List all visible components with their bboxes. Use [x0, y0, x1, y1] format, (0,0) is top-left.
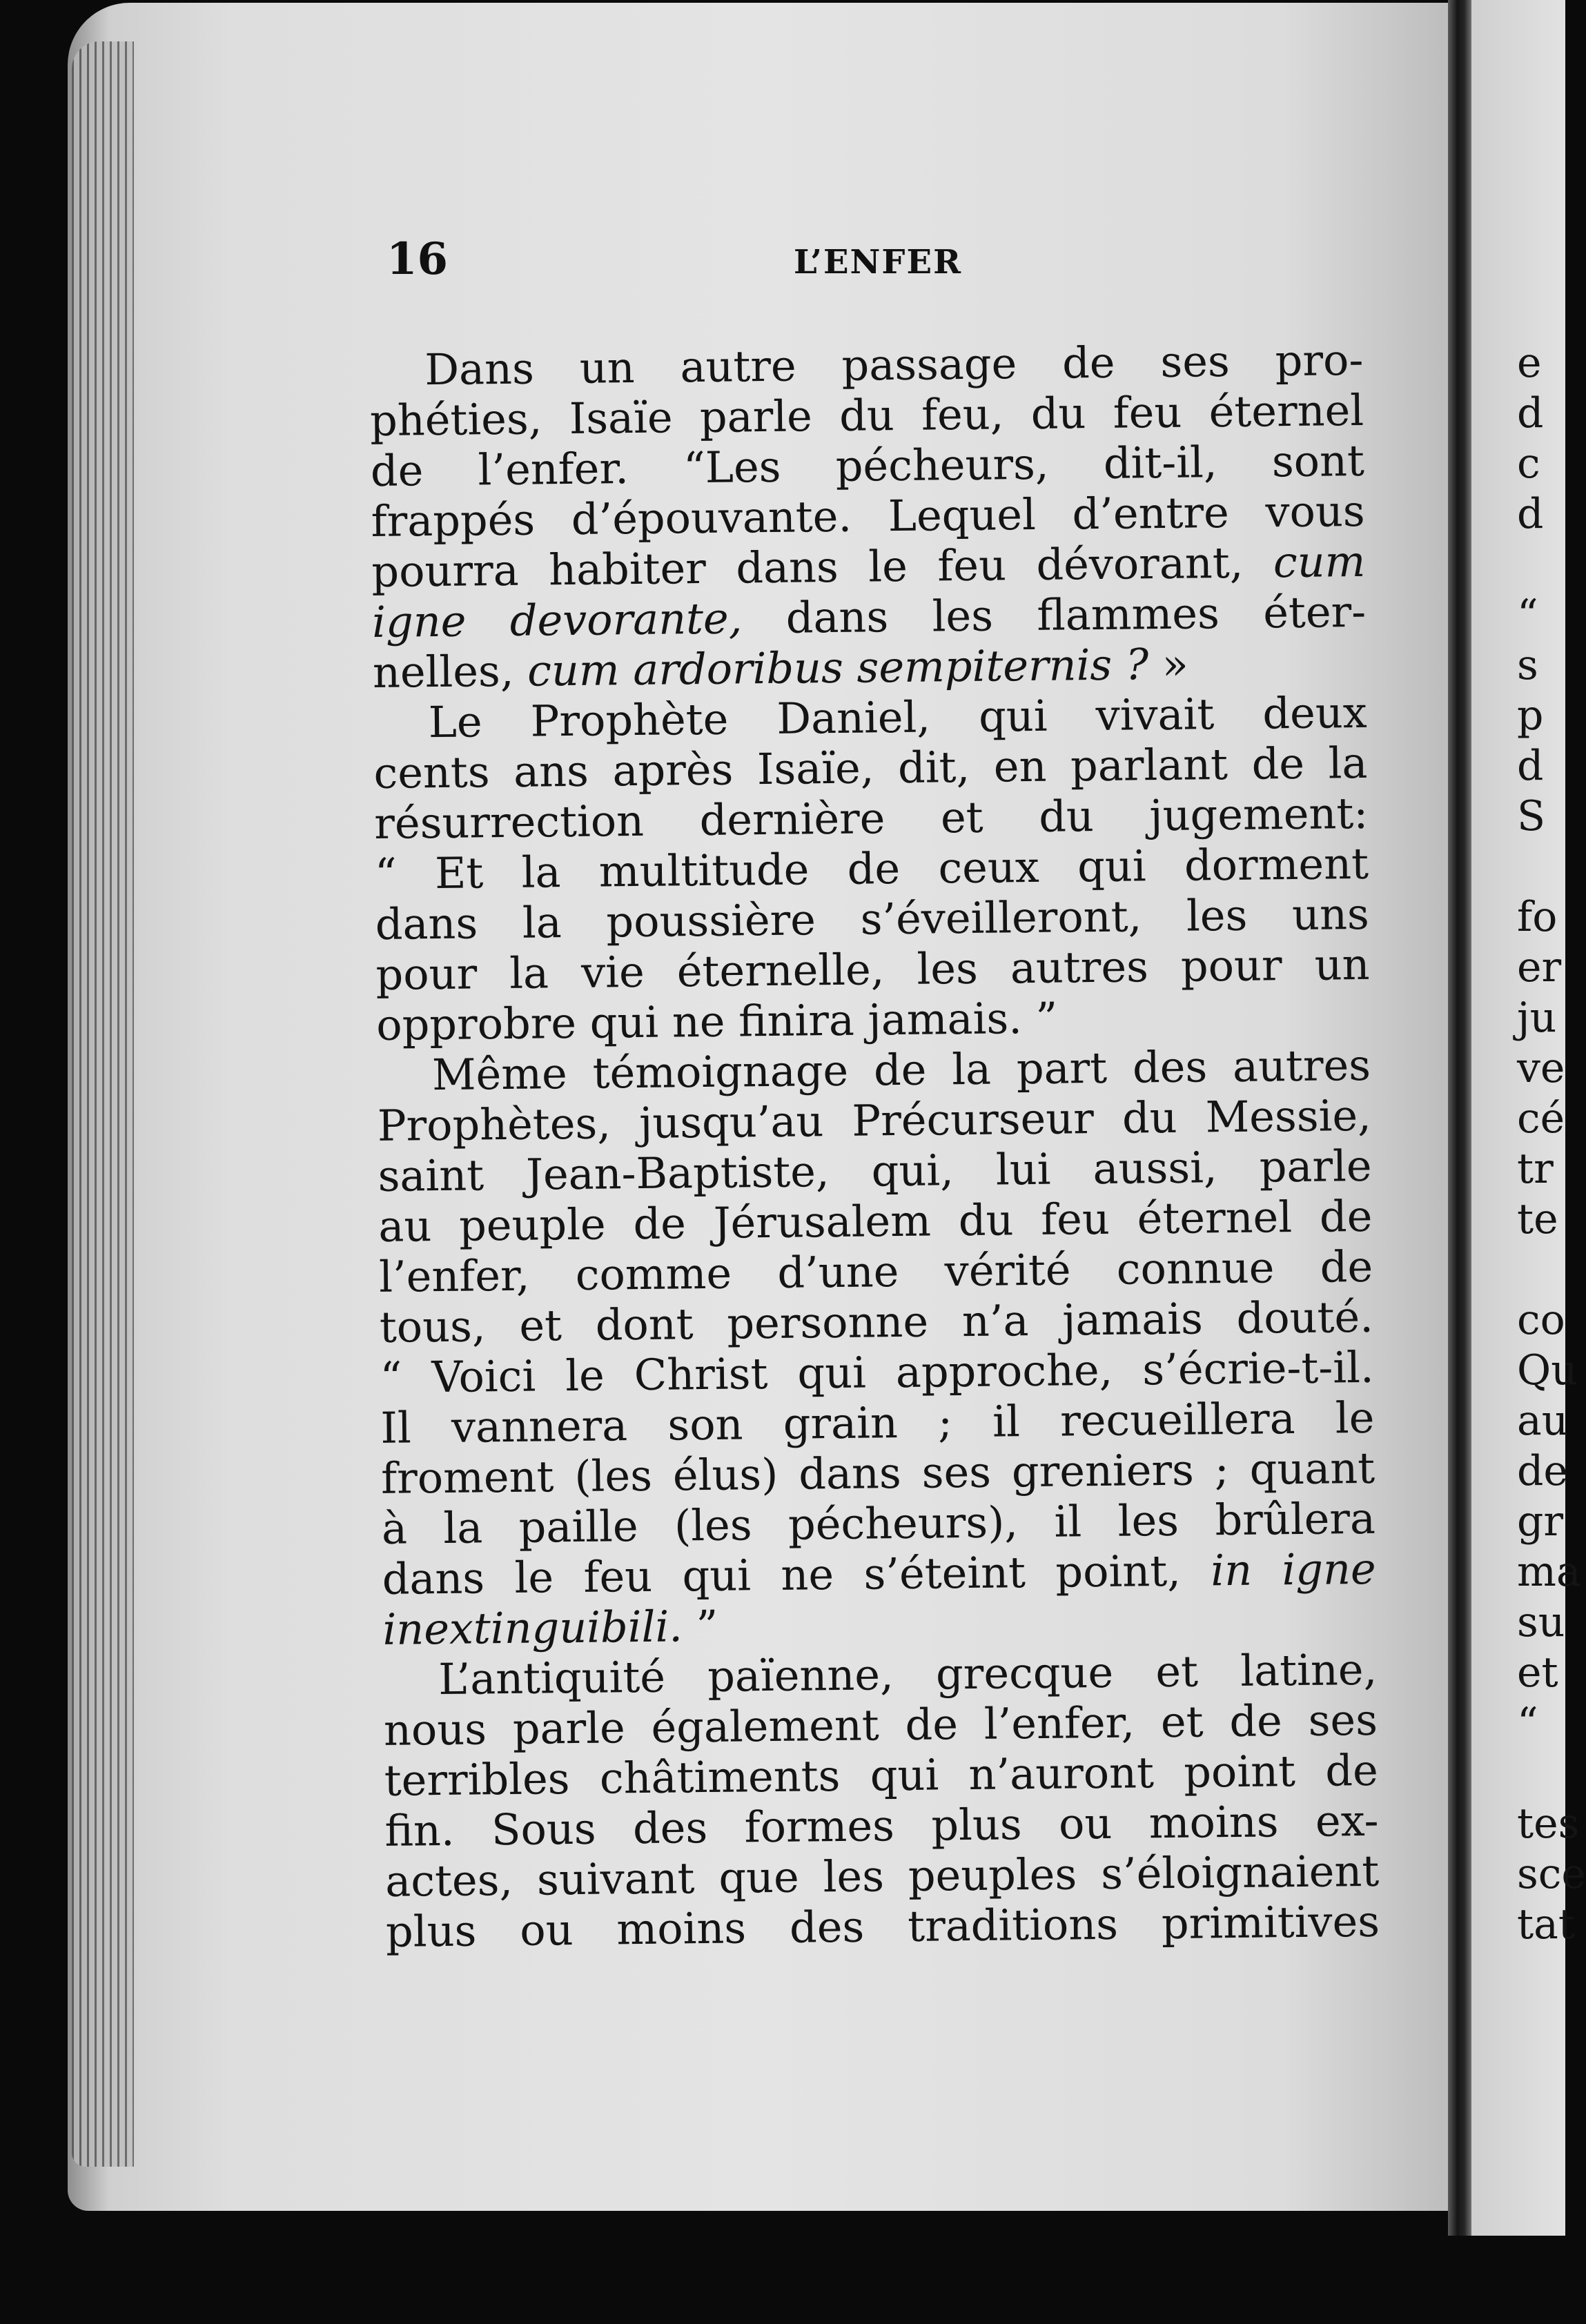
text-segment: pourra habiter dans le feu dévorant,: [371, 537, 1244, 597]
body-text: [369, 335, 1380, 1957]
text-line: L’antiquité païenne, grecque et latine,: [438, 1644, 1378, 1705]
text-line: “ Voici le Christ qui approche, s’écrie-t-il.: [380, 1341, 1374, 1403]
neighbor-fragment: au: [1517, 1397, 1569, 1445]
closing-quote: ”: [696, 1600, 718, 1652]
neighbor-fragment: cé: [1517, 1094, 1565, 1143]
text-line: Il vannera son grain ; il recueillera le: [380, 1392, 1375, 1453]
neighbor-fragment: p: [1517, 691, 1544, 740]
neighbor-fragment: et: [1517, 1648, 1558, 1697]
text-line: l’enfer, comme d’une vérité connue de: [378, 1241, 1373, 1302]
text-line: Le Prophète Daniel, qui vivait deux: [428, 687, 1368, 748]
text-line: phéties, Isaïe parle du feu, du feu éternel: [369, 384, 1364, 446]
neighbor-fragment: su: [1517, 1598, 1565, 1646]
text-line: froment (les élus) dans ses greniers ; quant: [380, 1442, 1375, 1504]
neighbor-fragment: d: [1517, 389, 1544, 437]
neighbor-fragment: sce: [1517, 1850, 1586, 1898]
text-line: opprobre qui ne finira jamais. ”: [375, 992, 1058, 1050]
text-line: cents ans après Isaïe, dit, en parlant de la: [373, 737, 1368, 798]
text-line: dans la poussière s’éveilleront, les uns: [375, 888, 1370, 949]
text-line: Prophètes, jusqu’au Précurseur du Messie,: [377, 1090, 1372, 1151]
neighbor-fragment: er: [1517, 943, 1562, 992]
closing-quote: »: [1162, 638, 1189, 689]
neighbor-fragment: ju: [1517, 994, 1557, 1042]
neighbor-fragment: e: [1517, 339, 1542, 387]
neighbor-fragment: [1517, 540, 1565, 590]
neighbor-fragment: ve: [1517, 1044, 1565, 1092]
neighbor-fragment: co: [1517, 1296, 1565, 1344]
text-line: Même témoignage de la part des autres: [431, 1039, 1371, 1101]
page-number: 16: [386, 233, 449, 285]
text-line: plus ou moins des traditions primitives: [385, 1895, 1380, 1957]
book-gutter: [1448, 0, 1471, 2277]
neighbor-fragment: c: [1517, 440, 1540, 488]
page-header: [386, 233, 1367, 288]
latin-phrase: cum ardoribus sempiternis ?: [527, 639, 1149, 696]
neighbor-fragment: tr: [1517, 1145, 1554, 1193]
neighbor-fragment: “: [1517, 1699, 1538, 1747]
neighbor-fragment: tat: [1517, 1900, 1575, 1949]
text-line: pour la vie éternelle, les autres pour un: [375, 938, 1370, 1000]
latin-phrase: in igne: [1210, 1543, 1377, 1596]
text-segment: dans les flammes éter-: [785, 586, 1367, 643]
text-line: nous parle également de l’enfer, et de ses: [383, 1694, 1378, 1755]
latin-phrase: igne devorante,: [371, 593, 743, 647]
neighbor-fragment: te: [1517, 1195, 1558, 1243]
neighbor-fragment: [1517, 1749, 1565, 1799]
neighbor-fragment: d: [1517, 742, 1544, 790]
neighbor-fragment: tes: [1517, 1800, 1580, 1848]
text-segment: dans le feu qui ne s’éteint point,: [382, 1545, 1182, 1604]
latin-phrase: inextinguibili.: [382, 1601, 683, 1655]
text-line: actes, suivant que les peuples s’éloignaient: [384, 1845, 1380, 1907]
neighbor-fragment: [1517, 842, 1565, 892]
neighbor-fragment: gr: [1517, 1497, 1564, 1546]
neighbor-page-fragments: [1517, 338, 1586, 1950]
text-line: [372, 587, 1367, 647]
neighbor-fragment: S: [1517, 792, 1546, 840]
neighbor-fragment: fo: [1517, 893, 1558, 941]
neighbor-fragment: “: [1517, 591, 1538, 639]
neighbor-fragment: Qu: [1517, 1346, 1578, 1395]
text-line: résurrection dernière et du jugement:: [373, 787, 1369, 849]
text-line: [382, 1544, 1376, 1604]
bottom-shadow: [0, 2236, 1565, 2324]
page-edges: [72, 41, 134, 2167]
latin-phrase: cum: [1273, 535, 1366, 588]
neighbor-fragment: [1517, 1245, 1565, 1295]
text-line: au peuple de Jérusalem du feu éternel de: [378, 1190, 1373, 1252]
text-line: frappés d’épouvante. Lequel d’entre vous: [371, 485, 1365, 546]
neighbor-fragment: ma: [1517, 1548, 1581, 1596]
running-head: L’ENFER: [794, 243, 962, 282]
text-line: à la paille (les pécheurs), il les brûlera: [381, 1493, 1376, 1554]
text-line: Dans un autre passage de ses pro-: [424, 334, 1364, 395]
text-segment: nelles,: [372, 645, 514, 698]
text-line: fin. Sous des formes plus ou moins ex-: [384, 1795, 1379, 1856]
neighbor-fragment: d: [1517, 490, 1544, 538]
text-line: de l’enfer. “Les pécheurs, dit-il, sont: [370, 435, 1365, 496]
text-line: tous, et dont personne n’a jamais douté.: [379, 1291, 1374, 1352]
text-line: terribles châtiments qui n’auront point de: [384, 1744, 1379, 1806]
text-line: saint Jean-Baptiste, qui, lui aussi, parle: [378, 1140, 1372, 1201]
neighbor-fragment: s: [1517, 641, 1538, 689]
text-line: “ Et la multitude de ceux qui dorment: [374, 838, 1369, 899]
neighbor-fragment: de: [1517, 1447, 1568, 1495]
